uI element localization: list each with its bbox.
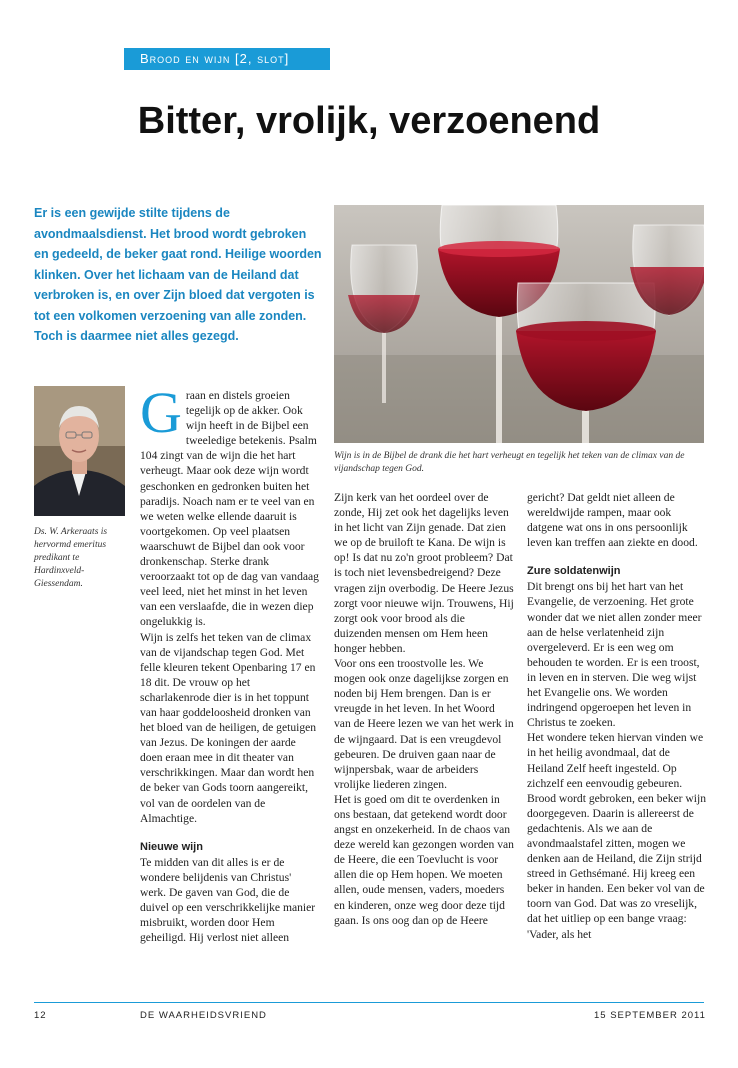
body-paragraph: Te midden van dit alles is er de wondere belijdenis van Christus' werk. De gaven van God, die de duivel op een verschrikkelijke manier misbruikt, worden door Hem geheiligd. Hij verlost niet alleen [140, 855, 316, 945]
subheading-nieuwe-wijn: Nieuwe wijn [140, 840, 203, 853]
body-paragraph: Voor ons een troostvolle les. We mogen ook onze dagelijkse zorgen en noden bij Hem brengen. Dan is er vreugde in het leven. In het Woord van de Heere lezen we van het werk in de wijngaard. Dat is een vreugdevol gebeuren. De druiven gaan naar de wijnpersbak, waar de arbeiders vrolijke liederen zingen. [334, 657, 514, 791]
photo-caption: Wijn is in de Bijbel de drank die het hart verheugt en tegelijk het teken van de climax van de vijandschap tegen God. [334, 451, 685, 474]
author-caption: Ds. W. Arkeraats is hervormd emeritus predikant te Hardinxveld-Giessendam. [34, 527, 108, 589]
page-number: 12 [34, 1010, 47, 1021]
lead-paragraph: Er is een gewijde stilte tijdens de avondmaalsdienst. Het brood wordt gebroken en gedeeld, de beker gaat rond. Heilige woorden klinken. Over het lichaam van de Heiland dat verbroken is, en over Zijn bloed dat vergoten is tot een volkomen verzoening van alle zonden. Toch is daarmee niet alles gezegd. [34, 206, 322, 343]
body-paragraph: Graan en distels groeien tegelijk op de akker. Ook wijn heeft in de Bijbel een tweeledige betekenis. Psalm 104 zingt van de wijn die het hart verheugt. Maar ook deze wijn wordt geschonken en gedronken buiten het paradijs. Noach nam er te veel van en we weten welke ellende daaruit is voortgekomen. Op veel plaatsen waarschuwt de Bijbel dan ook voor dronkenschap. Sterke drank veroorzaakt tot op de dag van vandaag veel leed, niet het minst in het leven van een verslaafde, die in wezen diep ongelukkig is. [140, 380, 319, 629]
body-paragraph: Het wondere teken hiervan vinden we in het heilig avondmaal, dat de Heiland Zelf heeft ingesteld. Op zichzelf een eenvoudig gebeuren. Brood wordt gebroken, een beker wijn doorgegeven. Daarin is allereerst de gedachtenis. Als we aan de avondmaalstafel zitten, mogen we denken aan de Heiland, die Zijn strijd streed in Gethsémané. Hij kreeg een beker in handen. Een beker vol van de toorn van God. Dat was zo vreselijk, dat het uitliep op een bange vraag: 'Vader, als het [527, 731, 707, 941]
drop-cap: G [140, 380, 182, 445]
wine-glasses-photo [334, 205, 704, 443]
article-column-3 [527, 490, 707, 942]
article-title: Bitter, vrolijk, verzoenend [137, 100, 601, 142]
magazine-name: DE WAARHEIDSVRIEND [140, 1010, 267, 1021]
footer-divider [34, 1002, 704, 1003]
author-portrait [34, 386, 125, 516]
body-paragraph: Dit brengt ons bij het hart van het Evangelie, de verzoening. Het grote wonder dat we niet allen zonder meer aan de helse verlatenheid zijn overgeleverd. Er is een weg om behouden te worden. Er is een troost, in leven en in sterven. Die weg wijst het Evangelie ons. We worden indringend opgeroepen het leven in Christus te zoeken. [527, 580, 702, 730]
article-column-2 [334, 490, 514, 928]
body-paragraph: Zijn kerk van het oordeel over de zonde, Hij zet ook het dagelijks leven in het licht van Zijn genade. Dat zien we op de bruiloft te Kana. De wijn is op! Is dat nu zo'n groot probleem? Dat is toch niet levensbedreigend? Deze vragen zijn overbodig. De Heere Jezus zorgt voor nieuwe wijn. Trouwens, Hij zorgt ook voor brood als die duizenden mensen om Hem heen honger hebben. [334, 491, 514, 655]
article-column-1 [140, 380, 320, 945]
issue-date: 15 SEPTEMBER 2011 [594, 1010, 706, 1021]
series-tag: Brood en wijn [2, slot] [124, 48, 330, 70]
body-paragraph: Wijn is zelfs het teken van de climax van de vijandschap tegen God. Met felle kleuren tekent Openbaring 17 en 18 dit. De vrouw op het scharlakenrode dier is in het toppunt van haar goddeloosheid dronken van het bloed van de heiligen, de getuigen van Jezus. De koningen der aarde doen eraan mee in dit theater van verschrikkingen. Maar dan wordt hen de beker van Gods toorn aangereikt, vol van de oordelen van de Almachtige. [140, 630, 317, 825]
body-paragraph: Het is goed om dit te overdenken in ons bestaan, dat getekend wordt door angst en onzekerheid. In de chaos van deze wereld kan gezongen worden van de Heere, die een Toevlucht is voor allen die op Hem hopen. We moeten allen, oude mensen, vaders, moeders en kinderen, onze weg door deze tijd gaan. Is ons oog dan op de Heere [334, 792, 514, 927]
subheading-zure-soldatenwijn: Zure soldatenwijn [527, 565, 621, 578]
body-paragraph: gericht? Dat geldt niet alleen de wereldwijde rampen, maar ook datgene wat ons in ons persoonlijk leven kan treffen aan ziekte en dood. [527, 491, 698, 550]
